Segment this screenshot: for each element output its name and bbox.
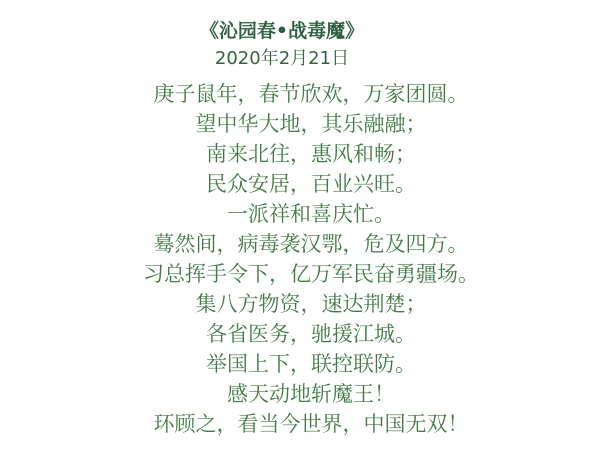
poem-line: 环顾之，看当今世界，中国无双！ <box>153 412 469 436</box>
poem-title: 《沁园春•战毒魔》 <box>199 20 365 42</box>
poem-date: 2020年2月21日 <box>214 48 350 69</box>
poem-header <box>0 0 564 74</box>
poem-line: 庚子鼠年，春节欣欢，万家团圆。 <box>153 82 469 106</box>
poem-line: 集八方物资，速达荆楚； <box>195 292 427 316</box>
poem-body <box>0 79 600 439</box>
poem-line: 举国上下，联控联防。 <box>206 352 416 376</box>
poem-line: 望中华大地，其乐融融； <box>195 112 427 136</box>
poem-line: 各省医务，驰援江城。 <box>206 322 416 346</box>
poem-line: 一派祥和喜庆忙。 <box>227 202 395 226</box>
poem-line: 民众安居，百业兴旺。 <box>206 172 416 196</box>
poem-line: 习总挥手令下，亿万军民奋勇疆场。 <box>143 262 479 286</box>
poem-line: 南来北往，惠风和畅； <box>206 142 416 166</box>
poem-line: 蓦然间，病毒袭汉鄂，危及四方。 <box>153 232 469 256</box>
poem-line: 感天动地斩魔王！ <box>227 382 395 406</box>
